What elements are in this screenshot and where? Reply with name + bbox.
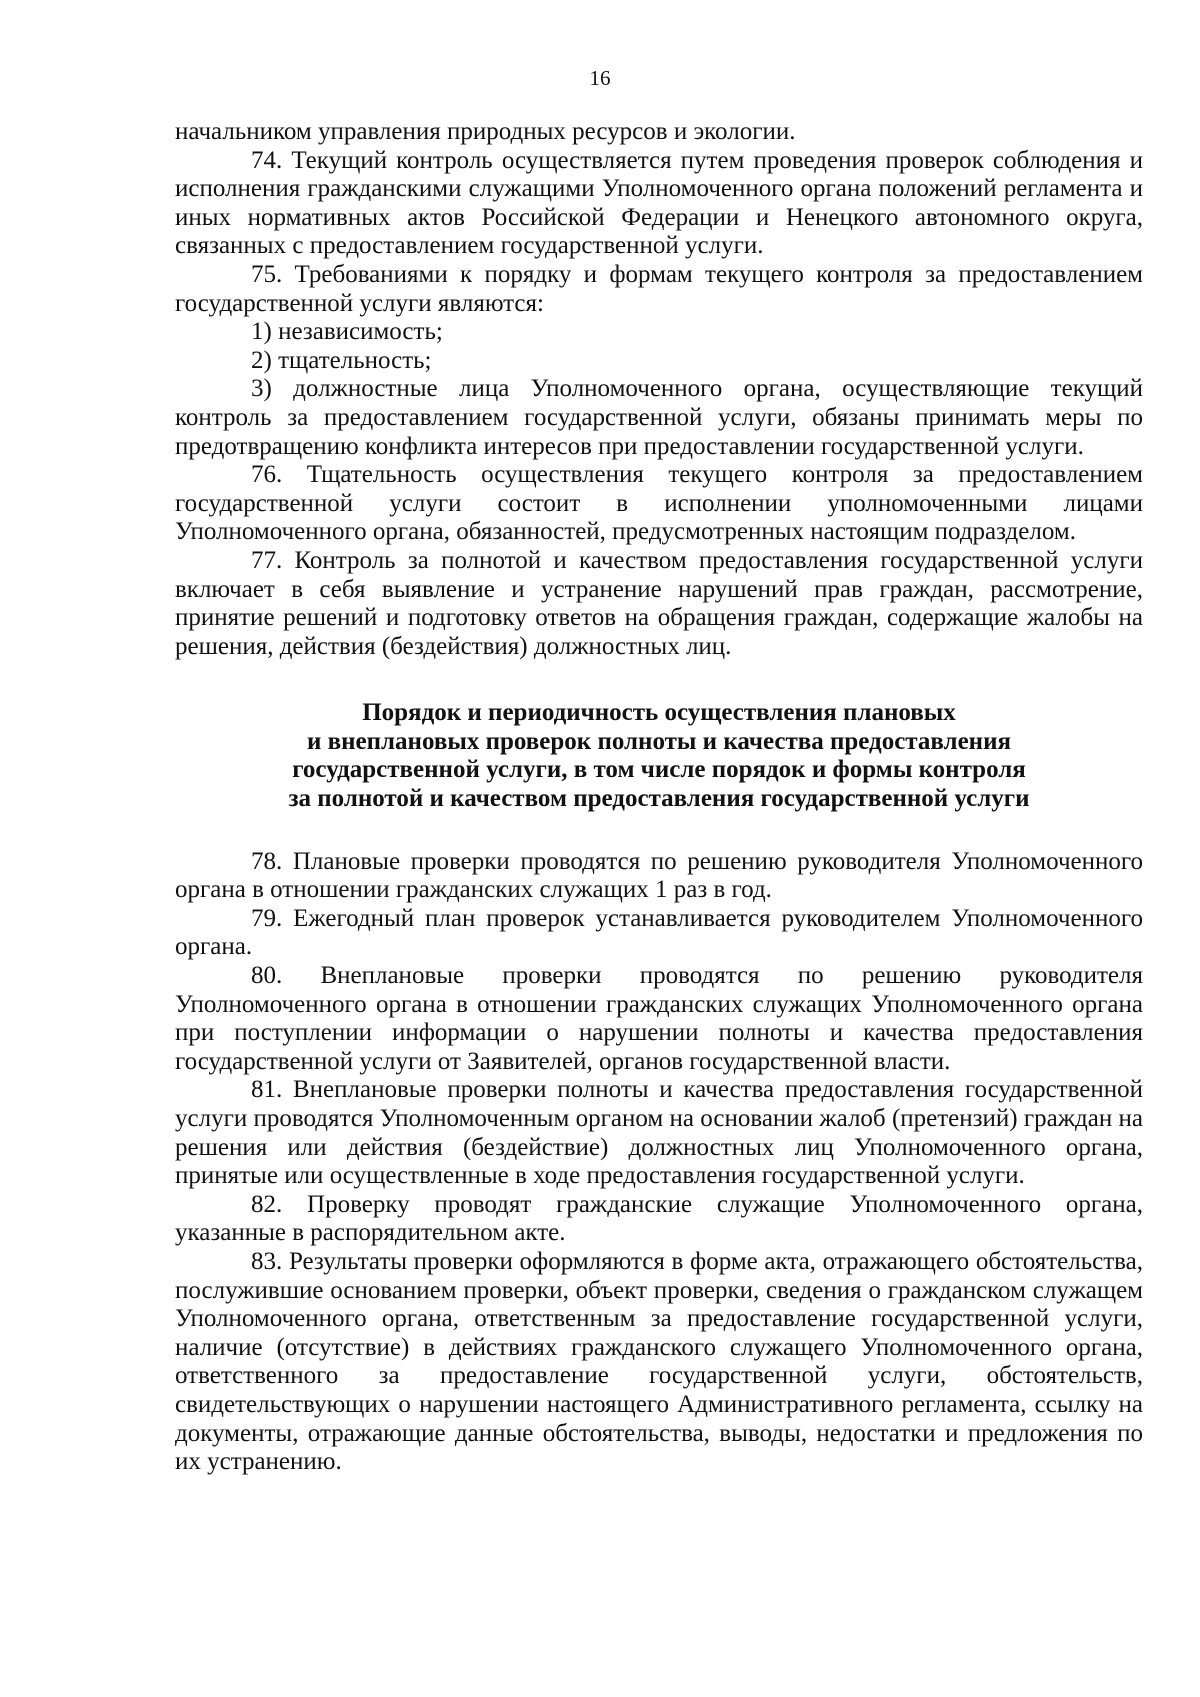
list-item-1: 1) независимость; <box>251 318 443 346</box>
heading-line-2: и внеплановых проверок полноты и качества предоставления <box>306 727 1012 755</box>
heading-line-4: за полнотой и качеством предоставления государственной услуги <box>288 785 1030 813</box>
page-number: 16 <box>589 66 611 90</box>
paragraph-81: 81. Внеплановые проверки полноты и качества предоставления государственной услуги проводятся Уполномоченным органом на основании жалоб (претензий) граждан на решения или действия (бездействие) должностных лиц Уполномоченного органа, принятые или осуществленные в ходе предоставления государственной услуги. <box>175 1076 1143 1190</box>
paragraph-continuation: начальником управления природных ресурсов и экологии. <box>175 118 796 145</box>
paragraph-80: 80. Внеплановые проверки проводятся по решению руководителя Уполномоченного органа в отношении гражданских служащих Уполномоченного органа при поступлении информации о нарушении полноты и качества предоставления государственной услуги от Заявителей, органов государственной власти. <box>175 962 1143 1075</box>
paragraph-76: 76. Тщательность осуществления текущего контроля за предоставлением государственной услуги состоит в исполнении уполномоченными лицами Уполномоченного органа, обязанностей, предусмотренных настоящим подразделом. <box>175 461 1143 546</box>
section-heading <box>175 699 1143 813</box>
document-body <box>175 118 1143 1477</box>
paragraph-82: 82. Проверку проводят гражданские служащие Уполномоченного органа, указанные в распорядительном акте. <box>175 1190 1143 1247</box>
heading-line-3: государственной услуги, в том числе порядок и формы контроля <box>292 756 1026 784</box>
paragraph-83: 83. Результаты проверки оформляются в форме акта, отражающего обстоятельства, послужившие основанием проверки, объект проверки, сведения о гражданском служащем Уполномоченного органа, ответственным за предоставление государственной услуги, наличие (отсутствие) в действиях гражданского служащего Уполномоченного органа, ответственного за предоставление государственной услуги, обстоятельств, свидетельствующих о нарушении настоящего Административного регламента, ссылку на документы, отражающие данные обстоятельства, выводы, недостатки и предложения по их устранению. <box>175 1247 1143 1476</box>
list-item-2: 2) тщательность; <box>251 346 432 374</box>
paragraph-78: 78. Плановые проверки проводятся по решению руководителя Уполномоченного органа в отношении гражданских служащих 1 раз в год. <box>175 847 1143 904</box>
section-before-heading <box>175 118 1143 661</box>
heading-line-1: Порядок и периодичность осуществления плановых <box>362 699 956 727</box>
section-after-heading <box>175 848 1143 1477</box>
list-item-3: 3) должностные лица Уполномоченного органа, осуществляющие текущий контроль за предоставлением государственной услуги, обязаны принимать меры по предотвращению конфликта интересов при предоставлении государственной услуги. <box>175 375 1143 460</box>
paragraph-74: 74. Текущий контроль осуществляется путем проведения проверок соблюдения и исполнения гражданскими служащими Уполномоченного органа положений регламента и иных нормативных актов Российской Федерации и Ненецкого автономного округа, связанных с предоставлением государственной услуги. <box>175 146 1143 260</box>
paragraph-77: 77. Контроль за полнотой и качеством предоставления государственной услуги включает в себя выявление и устранение нарушений прав граждан, рассмотрение, принятие решений и подготовку ответов на обращения граждан, содержащие жалобы на решения, действия (бездействия) должностных лиц. <box>175 546 1143 660</box>
paragraph-75: 75. Требованиями к порядку и формам текущего контроля за предоставлением государственной услуги являются: <box>175 260 1143 317</box>
paragraph-79: 79. Ежегодный план проверок устанавливается руководителем Уполномоченного органа. <box>175 904 1143 961</box>
